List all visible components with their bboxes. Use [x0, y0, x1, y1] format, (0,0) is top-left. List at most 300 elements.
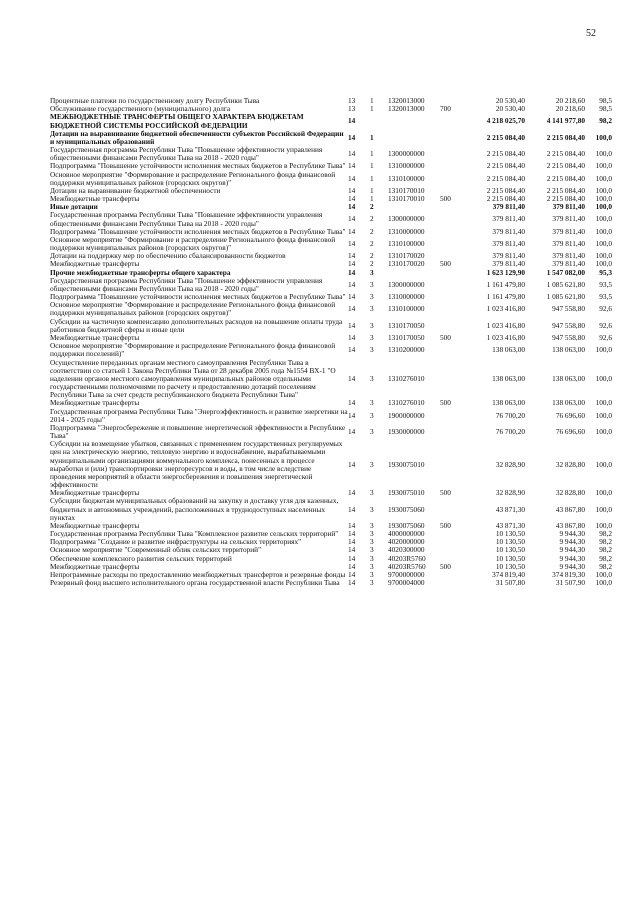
row-executed-amount: 1 085 621,80 — [546, 293, 585, 302]
row-section: 14 — [348, 426, 356, 436]
row-executed-amount: 138 063,00 — [552, 345, 585, 355]
row-expense-type: 700 — [440, 105, 451, 114]
row-name: Процентные платежи по государственному долгу Республики Тыва — [50, 97, 260, 105]
row-name: Подпрограмма "Повышение устойчивости исполнения местных бюджетов в Республике Тыва" — [50, 227, 346, 236]
row-subsection: 3 — [370, 426, 374, 436]
row-name: Иные дотации — [50, 203, 98, 212]
row-planned-amount: 138 063,00 — [492, 373, 525, 383]
row-section: 14 — [348, 554, 356, 563]
row-expense-type — [440, 211, 462, 227]
row-target-code: 1930075060 — [388, 521, 425, 530]
row-section: 14 — [348, 546, 356, 555]
row-target-code: 1310100000 — [388, 239, 425, 248]
row-subsection: 2 — [370, 203, 374, 212]
row-executed-amount: 2 215 084,40 — [546, 162, 585, 171]
row-section: 14 — [348, 132, 356, 142]
row-executed-amount: 2 215 084,40 — [546, 195, 585, 204]
row-expense-type — [440, 269, 462, 277]
row-target-code: 1310170010 — [388, 195, 425, 204]
row-planned-amount: 1 623 129,90 — [486, 268, 525, 277]
row-name: Межбюджетные трансферты — [50, 260, 140, 269]
row-expense-type: 500 — [440, 333, 451, 342]
row-executed-amount: 9 944,30 — [559, 554, 585, 563]
page-number: 52 — [586, 28, 596, 39]
table-row — [50, 522, 612, 530]
row-planned-amount: 43 871,30 — [495, 521, 525, 530]
table-row — [50, 579, 612, 587]
row-subsection: 1 — [370, 162, 374, 171]
row-planned-amount: 10 130,50 — [495, 546, 525, 555]
row-executed-amount: 947 558,80 — [552, 304, 585, 314]
row-planned-amount: 379 811,40 — [492, 239, 525, 248]
row-execution-percent: 100,0 — [595, 570, 612, 579]
row-subsection: 3 — [370, 279, 374, 289]
row-expense-type — [440, 359, 462, 400]
row-planned-amount: 2 215 084,40 — [486, 186, 525, 195]
row-planned-amount: 374 819,40 — [492, 570, 525, 579]
row-expense-type — [440, 497, 462, 522]
row-name: Государственная программа Республики Тыва "Повышение эффективности управления общественными финансами Республики Тыва на 2018 - 2020 годы" — [50, 211, 323, 228]
row-expense-type — [440, 228, 462, 236]
row-execution-percent: 93,5 — [599, 293, 612, 302]
row-execution-percent: 92,6 — [599, 333, 612, 342]
row-executed-amount: 9 944,30 — [559, 546, 585, 555]
row-name: Подпрограмма "Повышение устойчивости исполнения местных бюджетов в Республике Тыва" — [50, 293, 346, 302]
row-target-code: 1310000000 — [388, 293, 425, 302]
row-name: Субсидии на возмещение убытков, связанных с применением государственных регулируемых цен на электрическую энергию, тепловую энергию и водоснабжение, вырабатываемыми муниципальными организациями коммунального комплекса, понесенных в процессе выработки и (или) транспортировки энергоресурсов и воды, в том числе вследствие проведения мероприятий в области энергосбережения и повышения энергетической эффективности — [50, 440, 343, 490]
row-target-code: 1300000000 — [388, 149, 425, 159]
table-row — [50, 146, 612, 162]
row-subsection: 3 — [370, 304, 374, 314]
row-expense-type — [440, 187, 462, 195]
table-row — [50, 301, 612, 317]
row-target-code: 1310276010 — [388, 373, 425, 383]
row-expense-type — [440, 252, 462, 260]
row-section: 14 — [348, 252, 356, 261]
row-name: Субсидии бюджетам муниципальных образований на закупку и доставку угля для казенных, бюджетных и автономных учреждений, расположенных в труднодоступных населенных пунктах — [50, 497, 339, 522]
table-row — [50, 187, 612, 195]
row-subsection: 3 — [370, 410, 374, 420]
table-row — [50, 440, 612, 489]
row-execution-percent: 100,0 — [595, 239, 612, 248]
row-target-code: 1310170050 — [388, 320, 425, 330]
row-planned-amount: 379 811,40 — [492, 227, 525, 236]
row-target-code: 1310170010 — [388, 186, 425, 195]
row-name: Прочие межбюджетные трансферты общего характера — [50, 268, 231, 277]
row-name: Основное мероприятие "Формирование и распределение Регионального фонда финансовой поддержки муниципальных районов (городских округов)" — [50, 301, 336, 318]
table-row — [50, 171, 612, 187]
row-executed-amount: 2 215 084,40 — [546, 149, 585, 159]
table-row — [50, 530, 612, 538]
row-name: Осуществление переданных органам местного самоуправления Республики Тыва в соответствии со статьей 1 Закона Республики Тыва от 28 декабря 2005 года №1554 ВХ-1 "О наделении органов местного самоуправления муниципальных районов отдельными государственными полномочиями по расчету и предоставлению дотаций поселениям Республики Тыва за счет средств республиканского бюджета Республики Тыва" — [50, 358, 336, 400]
row-subsection: 1 — [370, 173, 374, 183]
row-planned-amount: 32 828,90 — [495, 489, 525, 498]
row-subsection: 1 — [370, 132, 374, 142]
row-target-code: 1310000000 — [388, 162, 425, 171]
row-executed-amount: 20 218,60 — [555, 97, 585, 105]
row-subsection: 3 — [370, 530, 374, 539]
row-name: Субсидии на частичную компенсацию дополнительных расходов на повышение оплаты труда работников бюджетной сферы и иные цели — [50, 317, 343, 334]
row-target-code — [388, 130, 440, 146]
row-name: МЕЖБЮДЖЕТНЫЕ ТРАНСФЕРТЫ ОБЩЕГО ХАРАКТЕРА БЮДЖЕТАМ БЮДЖЕТНОЙ СИСТЕМЫ РОССИЙСКОЙ ФЕДЕРАЦИИ — [50, 113, 304, 130]
row-target-code: 1310100000 — [388, 304, 425, 314]
table-row — [50, 546, 612, 554]
row-section: 14 — [348, 504, 356, 514]
row-expense-type — [440, 571, 462, 579]
row-expense-type — [440, 579, 462, 587]
row-subsection — [370, 113, 388, 129]
row-subsection: 3 — [370, 504, 374, 514]
row-subsection: 3 — [370, 345, 374, 355]
row-subsection: 3 — [370, 333, 374, 342]
row-execution-percent: 100,0 — [595, 579, 612, 588]
row-execution-percent: 100,0 — [595, 459, 612, 469]
row-execution-percent: 100,0 — [595, 373, 612, 383]
row-name: Основное мероприятие "Формирование и распределение Регионального фонда финансовой поддержки муниципальных районов (городских округов)" — [50, 170, 336, 187]
table-row — [50, 571, 612, 579]
row-section: 14 — [348, 399, 356, 408]
row-section: 14 — [348, 268, 356, 277]
row-executed-amount: 20 218,60 — [555, 105, 585, 114]
row-execution-percent: 100,0 — [595, 186, 612, 195]
row-expense-type — [440, 113, 462, 129]
row-planned-amount: 379 811,40 — [492, 260, 525, 269]
row-section: 13 — [348, 97, 356, 105]
table-row — [50, 97, 612, 105]
row-planned-amount: 20 530,40 — [495, 105, 525, 114]
row-subsection: 3 — [370, 562, 374, 571]
table-row — [50, 293, 612, 301]
row-name: Государственная программа Республики Тыва "Энергоэффективность и развитие энергетики на 2014 - 2025 годы" — [50, 407, 348, 424]
row-name: Дотации на поддержку мер по обеспечению сбалансированности бюджетов — [50, 252, 286, 261]
row-target-code: 1930075010 — [388, 459, 425, 469]
row-expense-type — [440, 162, 462, 170]
row-expense-type — [440, 546, 462, 554]
row-target-code: 9700004000 — [388, 579, 425, 588]
row-name: Основное мероприятие "Формирование и распределение Регионального фонда финансовой поддержки муниципальных районов (городских округов)" — [50, 235, 336, 253]
row-execution-percent: 92,6 — [599, 320, 612, 330]
row-subsection: 3 — [370, 579, 374, 588]
row-section: 14 — [348, 579, 356, 588]
row-executed-amount: 379 811,40 — [552, 214, 585, 224]
row-execution-percent: 98,2 — [599, 538, 612, 547]
budget-table-body — [50, 97, 612, 587]
row-section: 14 — [348, 304, 356, 314]
row-executed-amount: 76 696,60 — [555, 410, 585, 420]
row-execution-percent: 100,0 — [595, 489, 612, 498]
row-target-code: 1320013000 — [388, 97, 425, 105]
row-target-code: 40203R5760 — [388, 554, 426, 563]
row-expense-type: 500 — [440, 195, 451, 204]
row-target-code: 1320013000 — [388, 105, 425, 114]
row-executed-amount: 76 696,60 — [555, 426, 585, 436]
row-executed-amount: 43 867,80 — [555, 504, 585, 514]
row-execution-percent: 93,5 — [599, 279, 612, 289]
row-subsection: 1 — [370, 149, 374, 159]
row-target-code: 1310000000 — [388, 227, 425, 236]
table-row — [50, 195, 612, 203]
row-executed-amount: 379 811,40 — [552, 239, 585, 248]
row-execution-percent: 100,0 — [595, 149, 612, 159]
row-executed-amount: 2 215 084,40 — [546, 173, 585, 183]
row-planned-amount: 1 023 416,80 — [486, 320, 525, 330]
row-subsection: 3 — [370, 538, 374, 547]
row-planned-amount: 138 063,00 — [492, 345, 525, 355]
row-executed-amount: 138 063,00 — [552, 399, 585, 408]
table-row — [50, 162, 612, 170]
row-planned-amount: 31 507,80 — [495, 579, 525, 588]
row-section: 14 — [348, 149, 356, 159]
row-planned-amount: 2 215 084,40 — [486, 132, 525, 142]
row-target-code: 1310276010 — [388, 399, 425, 408]
row-executed-amount: 379 811,40 — [552, 203, 585, 212]
row-executed-amount: 1 547 082,00 — [546, 268, 585, 277]
row-expense-type — [440, 301, 462, 317]
row-subsection: 3 — [370, 521, 374, 530]
row-execution-percent: 95,3 — [599, 268, 612, 277]
row-section: 14 — [348, 173, 356, 183]
row-execution-percent: 100,0 — [595, 345, 612, 355]
row-name: Государственная программа Республики Тыва "Комплексное развитие сельских территорий" — [50, 530, 339, 539]
budget-table — [50, 97, 612, 587]
row-planned-amount: 2 215 084,40 — [486, 195, 525, 204]
row-executed-amount: 138 063,00 — [552, 373, 585, 383]
table-row — [50, 342, 612, 358]
row-planned-amount: 10 130,50 — [495, 530, 525, 539]
row-planned-amount: 2 215 084,40 — [486, 162, 525, 171]
row-target-code: 4000000000 — [388, 530, 425, 539]
row-subsection: 3 — [370, 546, 374, 555]
row-section: 14 — [348, 538, 356, 547]
row-subsection: 3 — [370, 554, 374, 563]
row-expense-type — [440, 440, 462, 489]
row-section: 14 — [348, 203, 356, 212]
row-target-code: 1300000000 — [388, 214, 425, 224]
row-target-code: 9700000000 — [388, 570, 425, 579]
row-subsection: 1 — [370, 195, 374, 204]
table-row — [50, 130, 612, 146]
row-execution-percent: 98,2 — [599, 546, 612, 555]
row-name: Обеспечение комплексного развития сельских территорий — [50, 554, 232, 563]
row-execution-percent: 100,0 — [595, 252, 612, 261]
row-executed-amount: 379 811,40 — [552, 227, 585, 236]
row-expense-type — [440, 277, 462, 293]
row-execution-percent: 100,0 — [595, 260, 612, 269]
row-executed-amount: 379 811,40 — [552, 260, 585, 269]
row-expense-type: 500 — [440, 399, 451, 408]
row-executed-amount: 32 828,80 — [555, 459, 585, 469]
table-row — [50, 269, 612, 277]
row-execution-percent: 100,0 — [595, 162, 612, 171]
row-name: Межбюджетные трансферты — [50, 399, 140, 408]
row-expense-type — [440, 146, 462, 162]
row-planned-amount: 2 215 084,40 — [486, 149, 525, 159]
row-expense-type: 500 — [440, 521, 451, 530]
row-subsection: 2 — [370, 252, 374, 261]
table-row — [50, 252, 612, 260]
row-section: 14 — [348, 345, 356, 355]
row-subsection: 1 — [370, 105, 374, 114]
row-subsection: 3 — [370, 570, 374, 579]
row-section: 14 — [348, 162, 356, 171]
row-expense-type — [440, 171, 462, 187]
row-execution-percent: 100,0 — [595, 173, 612, 183]
table-row — [50, 105, 612, 113]
row-executed-amount: 4 141 977,80 — [546, 116, 585, 126]
row-expense-type — [440, 530, 462, 538]
row-execution-percent: 98,5 — [599, 105, 612, 114]
row-executed-amount: 43 867,80 — [555, 521, 585, 530]
row-expense-type: 500 — [440, 562, 451, 571]
row-planned-amount: 10 130,50 — [495, 562, 525, 571]
row-planned-amount: 32 828,90 — [495, 459, 525, 469]
row-section: 14 — [348, 116, 356, 126]
row-executed-amount: 9 944,30 — [559, 530, 585, 539]
row-section: 14 — [348, 279, 356, 289]
row-expense-type — [440, 318, 462, 334]
table-row — [50, 236, 612, 252]
row-section: 14 — [348, 459, 356, 469]
row-expense-type — [440, 293, 462, 301]
row-name: Межбюджетные трансферты — [50, 195, 140, 204]
row-name: Межбюджетные трансферты — [50, 562, 140, 571]
row-subsection: 3 — [370, 373, 374, 383]
row-executed-amount: 1 085 621,80 — [546, 279, 585, 289]
row-name: Межбюджетные трансферты — [50, 333, 140, 342]
row-planned-amount: 1 161 479,80 — [486, 279, 525, 289]
row-target-code — [388, 269, 440, 277]
row-planned-amount: 379 811,40 — [492, 214, 525, 224]
row-target-code: 1930075010 — [388, 489, 425, 498]
row-name: Государственная программа Республики Тыва "Повышение эффективности управления общественными финансами Республики Тыва на 2018 - 2020 годы" — [50, 146, 323, 163]
row-name: Межбюджетные трансферты — [50, 489, 140, 498]
row-planned-amount: 1 161 479,80 — [486, 293, 525, 302]
row-executed-amount: 2 215 084,40 — [546, 186, 585, 195]
row-expense-type: 500 — [440, 489, 451, 498]
row-section: 14 — [348, 570, 356, 579]
row-name: Дотации на выравнивание бюджетной обеспеченности — [50, 186, 221, 195]
row-name: Межбюджетные трансферты — [50, 521, 140, 530]
row-target-code: 1310170020 — [388, 252, 425, 261]
row-section: 14 — [348, 239, 356, 248]
row-section: 14 — [348, 489, 356, 498]
row-name: Обслуживание государственного (муниципального) долга — [50, 105, 231, 114]
row-expense-type — [440, 538, 462, 546]
row-section: 13 — [348, 105, 356, 114]
row-subsection: 3 — [370, 459, 374, 469]
table-row — [50, 538, 612, 546]
row-name: Государственная программа Республики Тыва "Повышение эффективности управления общественными финансами Республики Тыва на 2018 - 2020 годы" — [50, 276, 323, 293]
row-execution-percent: 98,2 — [599, 116, 612, 126]
row-execution-percent: 92,6 — [599, 304, 612, 314]
row-section: 14 — [348, 333, 356, 342]
row-executed-amount: 947 558,80 — [552, 320, 585, 330]
row-planned-amount: 10 130,50 — [495, 554, 525, 563]
row-execution-percent: 100,0 — [595, 521, 612, 530]
row-execution-percent: 100,0 — [595, 195, 612, 204]
row-expense-type — [440, 342, 462, 358]
row-section: 14 — [348, 293, 356, 302]
row-execution-percent: 98,5 — [599, 97, 612, 105]
row-planned-amount: 138 063,00 — [492, 399, 525, 408]
row-planned-amount: 1 023 416,80 — [486, 333, 525, 342]
row-expense-type — [440, 97, 462, 105]
row-executed-amount: 947 558,80 — [552, 333, 585, 342]
row-section: 14 — [348, 562, 356, 571]
row-name: Резервный фонд высшего исполнительного органа государственной власти Республики Тыва — [50, 579, 340, 588]
row-executed-amount: 2 215 084,40 — [546, 132, 585, 142]
row-planned-amount: 1 023 416,80 — [486, 304, 525, 314]
row-execution-percent: 98,2 — [599, 530, 612, 539]
row-target-code: 1930000000 — [388, 426, 425, 436]
row-subsection: 2 — [370, 260, 374, 269]
row-execution-percent: 98,2 — [599, 562, 612, 571]
table-row — [50, 408, 612, 424]
row-executed-amount: 9 944,30 — [559, 538, 585, 547]
row-execution-percent: 100,0 — [595, 399, 612, 408]
row-section: 14 — [348, 214, 356, 224]
row-planned-amount: 43 871,30 — [495, 504, 525, 514]
row-subsection: 2 — [370, 239, 374, 248]
row-execution-percent: 100,0 — [595, 214, 612, 224]
row-planned-amount: 2 215 084,40 — [486, 173, 525, 183]
row-name: Дотации на выравнивание бюджетной обеспеченности субъектов Российской Федерации и муниципальных образований — [50, 129, 344, 146]
row-planned-amount: 4 218 025,70 — [486, 116, 525, 126]
row-execution-percent: 98,2 — [599, 554, 612, 563]
row-planned-amount: 379 811,40 — [492, 252, 525, 261]
row-expense-type — [440, 236, 462, 252]
row-executed-amount: 374 819,30 — [552, 570, 585, 579]
row-section: 14 — [348, 530, 356, 539]
row-target-code: 1930075060 — [388, 504, 425, 514]
row-planned-amount: 76 700,20 — [495, 410, 525, 420]
row-target-code: 4020000000 — [388, 538, 425, 547]
row-target-code: 4020300000 — [388, 546, 425, 555]
table-row — [50, 555, 612, 563]
row-section: 14 — [348, 260, 356, 269]
row-executed-amount: 31 507,90 — [555, 579, 585, 588]
row-planned-amount: 76 700,20 — [495, 426, 525, 436]
row-section: 14 — [348, 227, 356, 236]
row-execution-percent: 100,0 — [595, 410, 612, 420]
row-subsection: 3 — [370, 268, 374, 277]
row-subsection: 3 — [370, 399, 374, 408]
row-target-code: 1900000000 — [388, 410, 425, 420]
row-subsection: 1 — [370, 186, 374, 195]
row-expense-type — [440, 555, 462, 563]
row-expense-type — [440, 130, 462, 146]
row-subsection: 1 — [370, 97, 374, 105]
table-row — [50, 497, 612, 522]
row-section: 14 — [348, 410, 356, 420]
row-planned-amount: 20 530,40 — [495, 97, 525, 105]
table-row — [50, 334, 612, 342]
row-target-code: 1310170050 — [388, 333, 425, 342]
table-row — [50, 563, 612, 571]
row-expense-type — [440, 408, 462, 424]
row-executed-amount: 32 828,80 — [555, 489, 585, 498]
row-execution-percent: 100,0 — [595, 132, 612, 142]
row-name: Подпрограмма "Энергосбережение и повышение энергетической эффективности в Республике Тыва" — [50, 423, 346, 441]
table-row — [50, 113, 612, 129]
row-execution-percent: 100,0 — [595, 504, 612, 514]
row-target-code: 1310170020 — [388, 260, 425, 269]
row-target-code: 1300000000 — [388, 279, 425, 289]
row-name: Основное мероприятие "Формирование и распределение Регионального фонда финансовой поддержки поселений)" — [50, 342, 336, 359]
row-target-code: 40203R5760 — [388, 562, 426, 571]
table-row — [50, 211, 612, 227]
table-row — [50, 277, 612, 293]
